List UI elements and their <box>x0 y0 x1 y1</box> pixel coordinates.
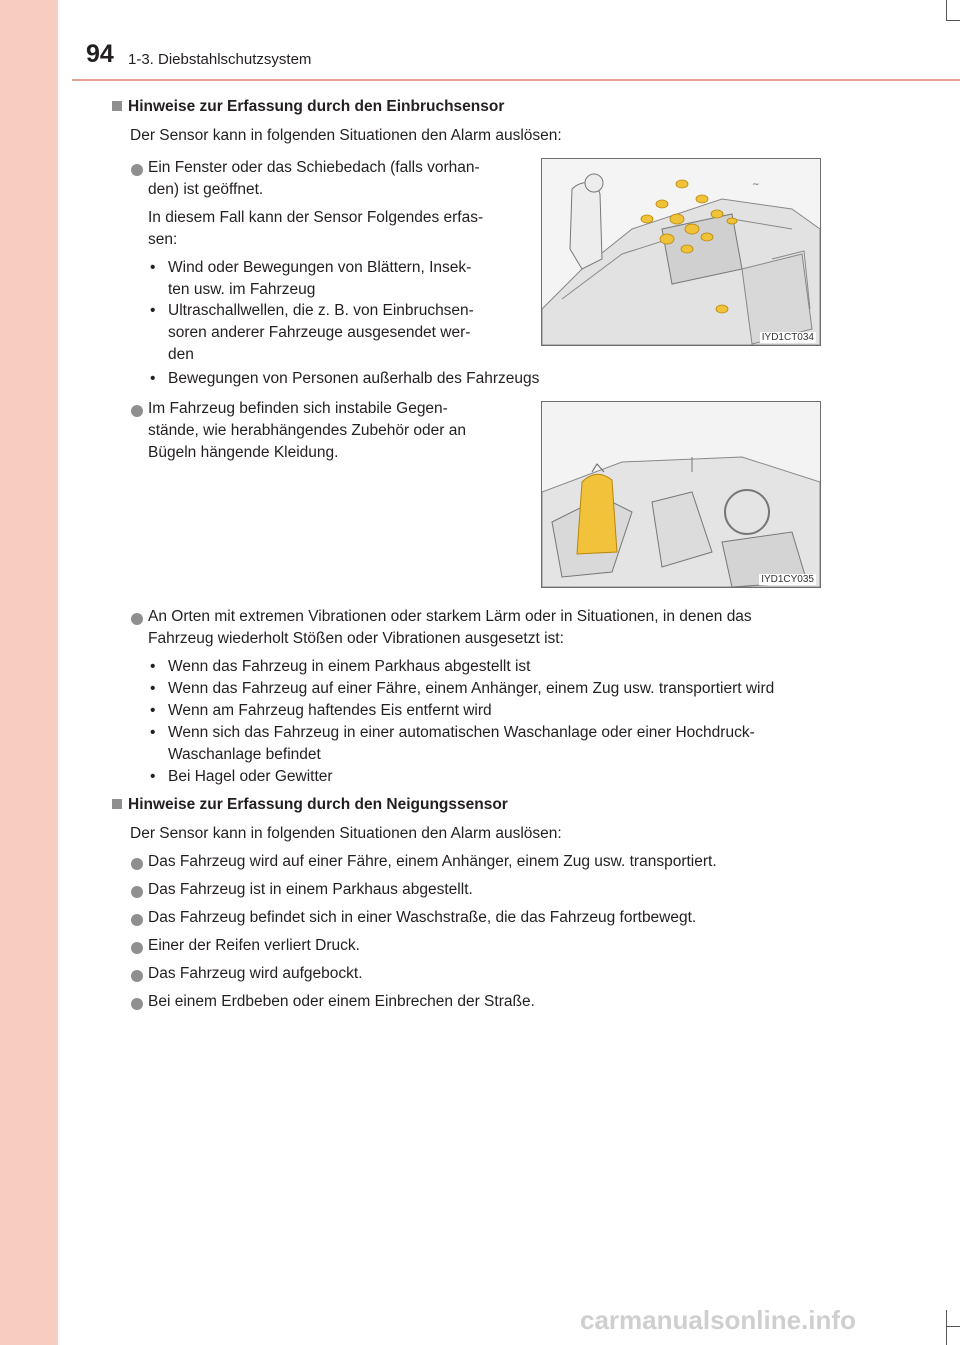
list-item: Das Fahrzeug wird auf einer Fähre, einem Anhänger, einem Zug usw. transportiert. <box>148 853 717 870</box>
list-item: Wenn sich das Fahrzeug in einer automatischen Waschanlage oder einer Hochdruck- <box>168 724 755 741</box>
list-item: Bei Hagel oder Gewitter <box>168 768 333 785</box>
dot-bullet-icon: • <box>150 658 156 675</box>
figure-code: IYD1CT034 <box>761 332 814 343</box>
list-item: Einer der Reifen verliert Druck. <box>148 937 360 954</box>
svg-text:~: ~ <box>752 180 760 190</box>
item-vibrations-line1: An Orten mit extremen Vibrationen oder starkem Lärm oder in Situationen, in denen das <box>148 608 752 625</box>
round-bullet-icon <box>131 998 143 1010</box>
round-bullet-icon <box>131 914 143 926</box>
list-item: Das Fahrzeug wird aufgebockt. <box>148 965 363 982</box>
page-number: 94 <box>86 40 114 68</box>
dot-bullet-icon: • <box>150 768 156 785</box>
round-bullet-icon <box>131 970 143 982</box>
crop-mark <box>946 20 960 21</box>
list-item: Wind oder Bewegungen von Blättern, Insek- ten usw. im Fahrzeug <box>168 259 472 298</box>
square-bullet-icon <box>112 799 122 809</box>
list-item: Bewegungen von Personen außerhalb des Fahrzeugs <box>168 370 540 387</box>
list-item: Wenn am Fahrzeug haftendes Eis entfernt wird <box>168 702 492 719</box>
dot-bullet-icon: • <box>150 259 156 276</box>
dot-bullet-icon: • <box>150 370 156 387</box>
chapter-title: 1-3. Diebstahlschutzsystem <box>128 51 312 68</box>
list-item: Ultraschallwellen, die z. B. von Einbruchsen- soren anderer Fahrzeuge ausgesendet wer- den <box>168 302 474 363</box>
round-bullet-icon <box>131 613 143 625</box>
round-bullet-icon <box>131 858 143 870</box>
car-interior-image <box>542 402 820 587</box>
section-intro: Der Sensor kann in folgenden Situationen den Alarm auslösen: <box>130 825 562 842</box>
item-unstable-objects: Im Fahrzeug befinden sich instabile Gegen- stände, wie herabhängendes Zubehör oder an Bügeln hängende Kleidung. <box>148 400 466 461</box>
dot-bullet-icon: • <box>150 724 156 741</box>
car-sunroof-image <box>542 159 820 345</box>
list-item: Bei einem Erdbeben oder einem Einbrechen der Straße. <box>148 993 535 1010</box>
side-margin-strip <box>0 0 58 1345</box>
dot-bullet-icon: • <box>150 702 156 719</box>
crop-mark <box>946 1326 960 1327</box>
crop-mark <box>946 1310 947 1345</box>
round-bullet-icon <box>131 164 143 176</box>
round-bullet-icon <box>131 405 143 417</box>
round-bullet-icon <box>131 942 143 954</box>
list-item: Das Fahrzeug befindet sich in einer Waschstraße, die das Fahrzeug fortbewegt. <box>148 909 697 926</box>
item-vibrations-line2: Fahrzeug wiederholt Stößen oder Vibrationen ausgesetzt ist: <box>148 630 564 647</box>
item-window-open: Ein Fenster oder das Schiebedach (falls vorhan- den) ist geöffnet. <box>148 159 480 198</box>
list-item: Wenn das Fahrzeug in einem Parkhaus abgestellt ist <box>168 658 531 675</box>
header-rule <box>72 79 960 81</box>
dot-bullet-icon: • <box>150 302 156 319</box>
watermark: carmanualsonline.info <box>580 1305 856 1335</box>
section-heading-tilt: Hinweise zur Erfassung durch den Neigungssensor <box>112 794 508 816</box>
section-intro: Der Sensor kann in folgenden Situationen den Alarm auslösen: <box>130 127 562 144</box>
list-item-continuation: Waschanlage befindet <box>168 746 321 763</box>
figure-code: IYD1CY035 <box>761 574 814 585</box>
section-heading-intrusion: Hinweise zur Erfassung durch den Einbruchsensor <box>112 96 504 118</box>
interior-jacket-illustration <box>541 401 821 588</box>
crop-mark <box>946 0 947 20</box>
square-bullet-icon <box>112 101 122 111</box>
round-bullet-icon <box>131 886 143 898</box>
list-item: Wenn das Fahrzeug auf einer Fähre, einem Anhänger, einem Zug usw. transportiert wird <box>168 680 775 697</box>
dot-bullet-icon: • <box>150 680 156 697</box>
item-window-note: In diesem Fall kann der Sensor Folgendes erfas- sen: <box>148 209 484 248</box>
list-item: Das Fahrzeug ist in einem Parkhaus abgestellt. <box>148 881 473 898</box>
sunroof-leaves-illustration <box>541 158 821 346</box>
